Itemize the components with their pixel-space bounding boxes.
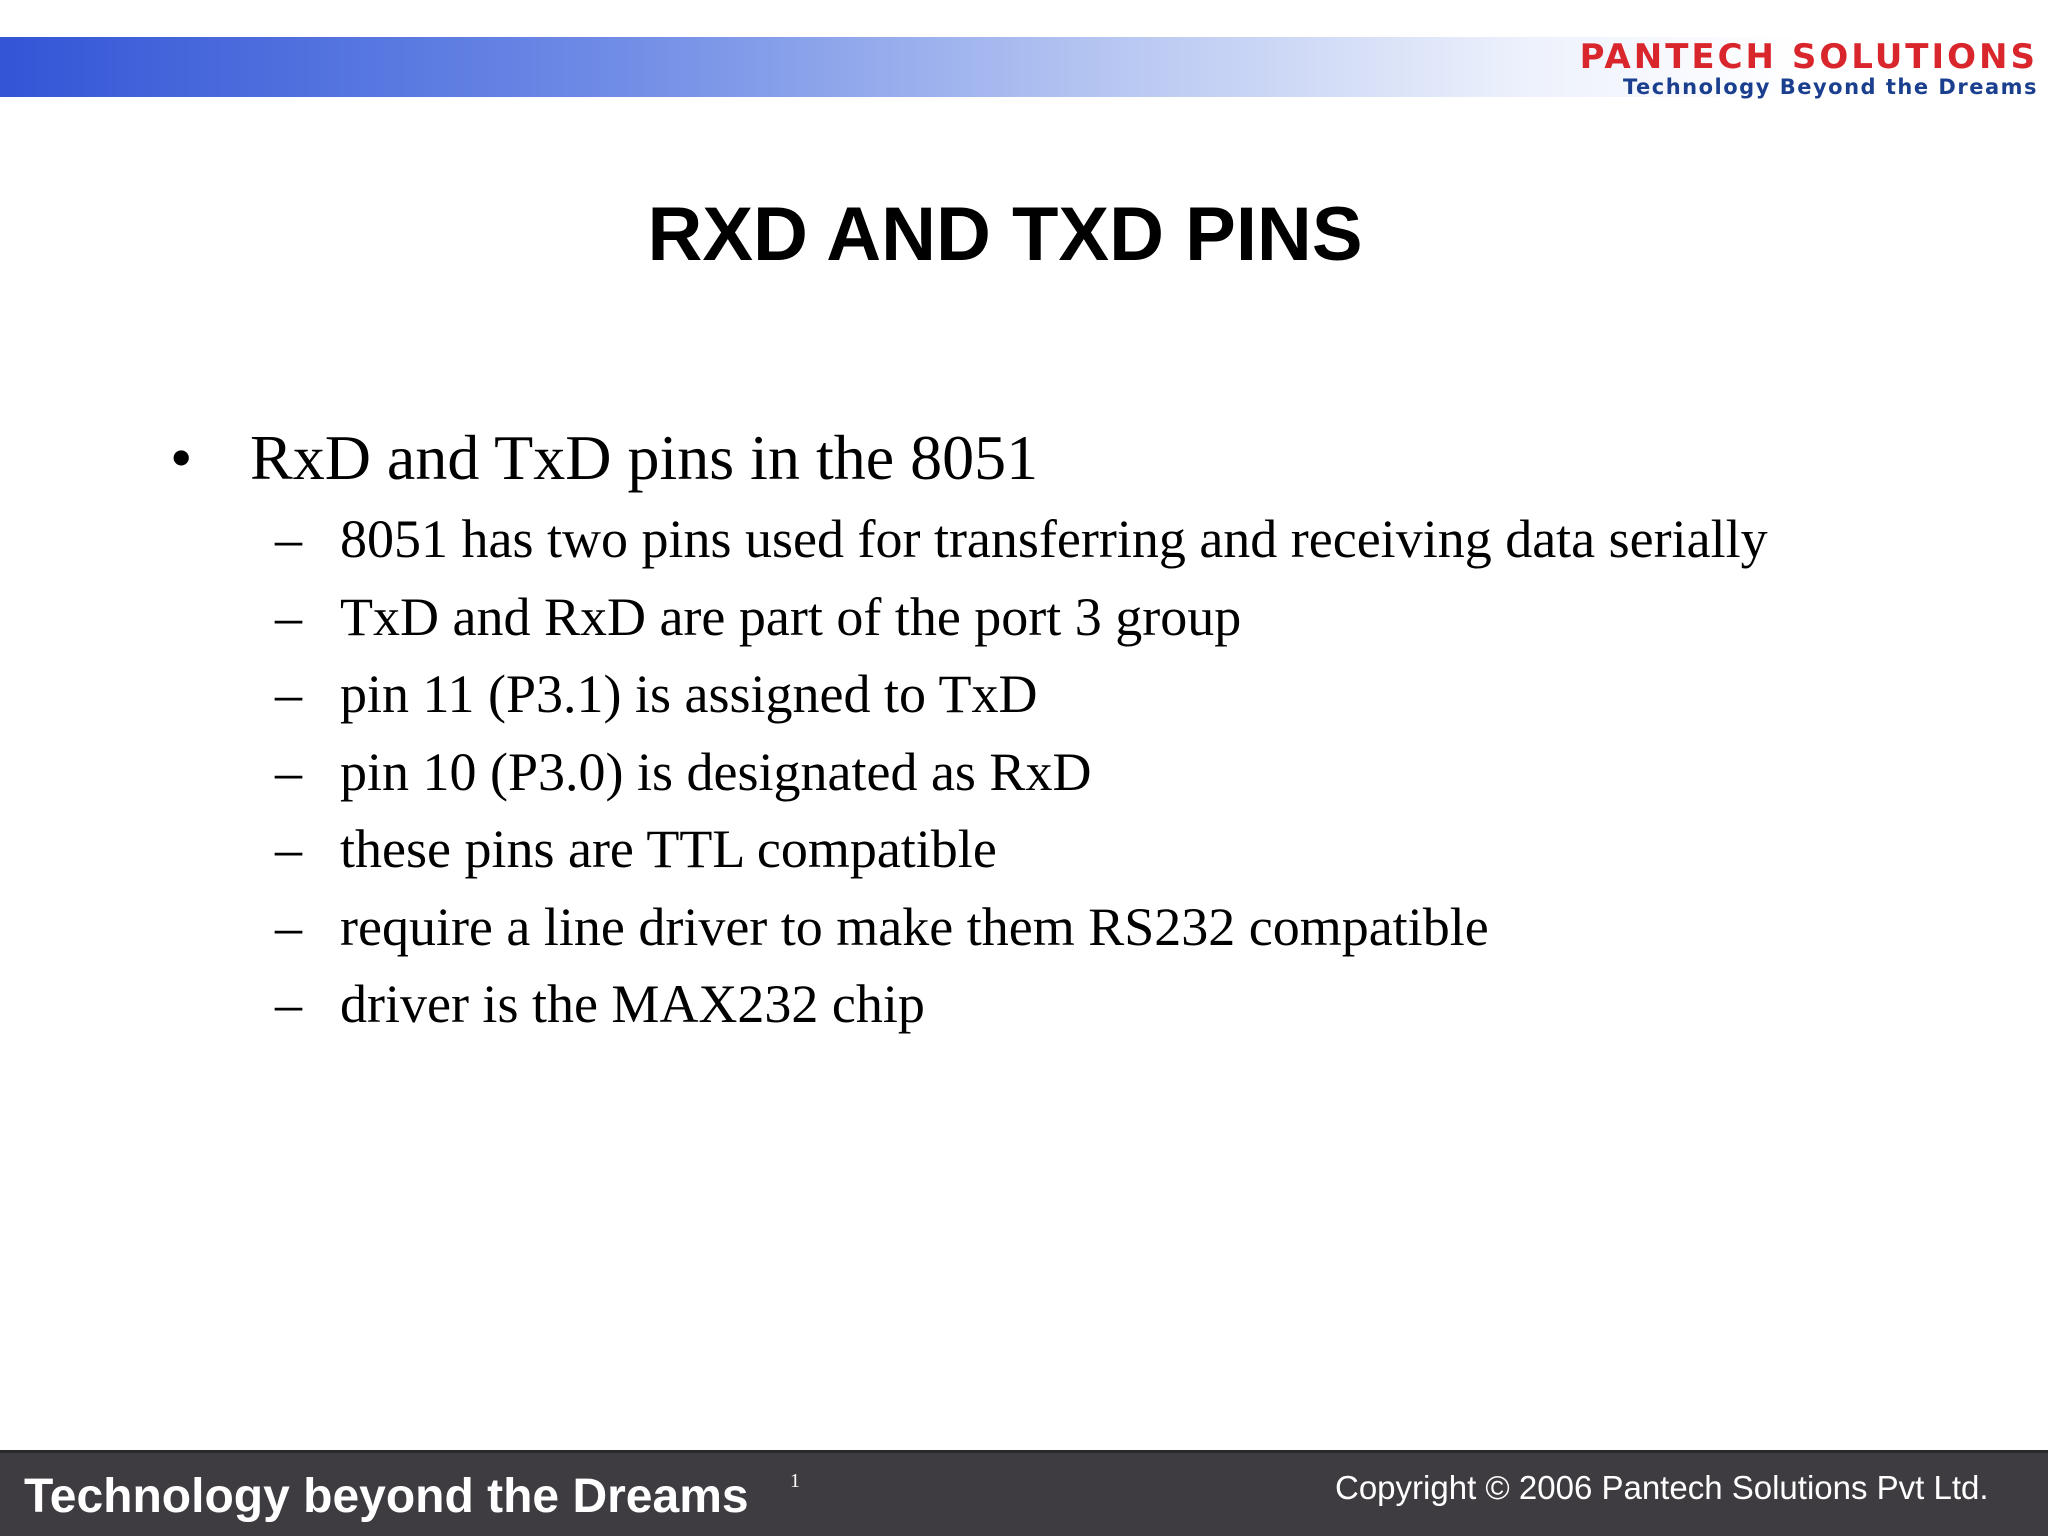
sub-bullet-item	[170, 734, 2030, 812]
main-bullet-text: RxD and TxD pins in the 8051	[250, 422, 1039, 493]
sub-bullet-list	[170, 501, 2030, 1044]
footer-tagline: Technology beyond the Dreams	[24, 1470, 749, 1523]
slide-body	[170, 415, 2030, 1044]
logo-wordmark: PANTECH SOLUTIONS	[1579, 37, 2038, 77]
main-bullet	[170, 415, 2030, 501]
sub-bullet-item	[170, 656, 2030, 734]
dash-marker: –	[275, 509, 302, 569]
dash-marker: –	[275, 741, 302, 802]
sub-bullet-text: 8051 has two pins used for transferring and receiving data serially	[340, 509, 1768, 569]
sub-bullet-text: these pins are TTL compatible	[340, 819, 997, 879]
dash-marker: –	[275, 664, 302, 724]
footer-bar	[0, 1450, 2048, 1536]
page-number: 1	[790, 1470, 800, 1492]
sub-bullet-item	[170, 501, 2030, 579]
logo-tagline: Technology Beyond the Dreams	[1623, 75, 2038, 99]
sub-bullet-text: pin 11 (P3.1) is assigned to TxD	[340, 664, 1038, 724]
sub-bullet-item	[170, 579, 2030, 657]
sub-bullet-text: driver is the MAX232 chip	[340, 974, 925, 1034]
sub-bullet-item	[170, 966, 2030, 1044]
dash-marker: –	[275, 586, 302, 647]
sub-bullet-text: TxD and RxD are part of the port 3 group	[340, 586, 1242, 647]
sub-bullet-item	[170, 889, 2030, 967]
sub-bullet-text: require a line driver to make them RS232 compatible	[340, 896, 1489, 957]
pantech-logo	[1558, 38, 2038, 98]
dash-marker: –	[275, 896, 302, 957]
sub-bullet-item	[170, 811, 2030, 889]
dash-marker: –	[275, 974, 302, 1034]
sub-bullet-text: pin 10 (P3.0) is designated as RxD	[340, 741, 1092, 802]
copyright-notice: Copyright © 2006 Pantech Solutions Pvt Ltd.	[1335, 1469, 1989, 1506]
slide-title: RXD AND TXD PINS	[647, 192, 1363, 277]
dash-marker: –	[275, 819, 302, 879]
bullet-marker: •	[170, 422, 193, 493]
